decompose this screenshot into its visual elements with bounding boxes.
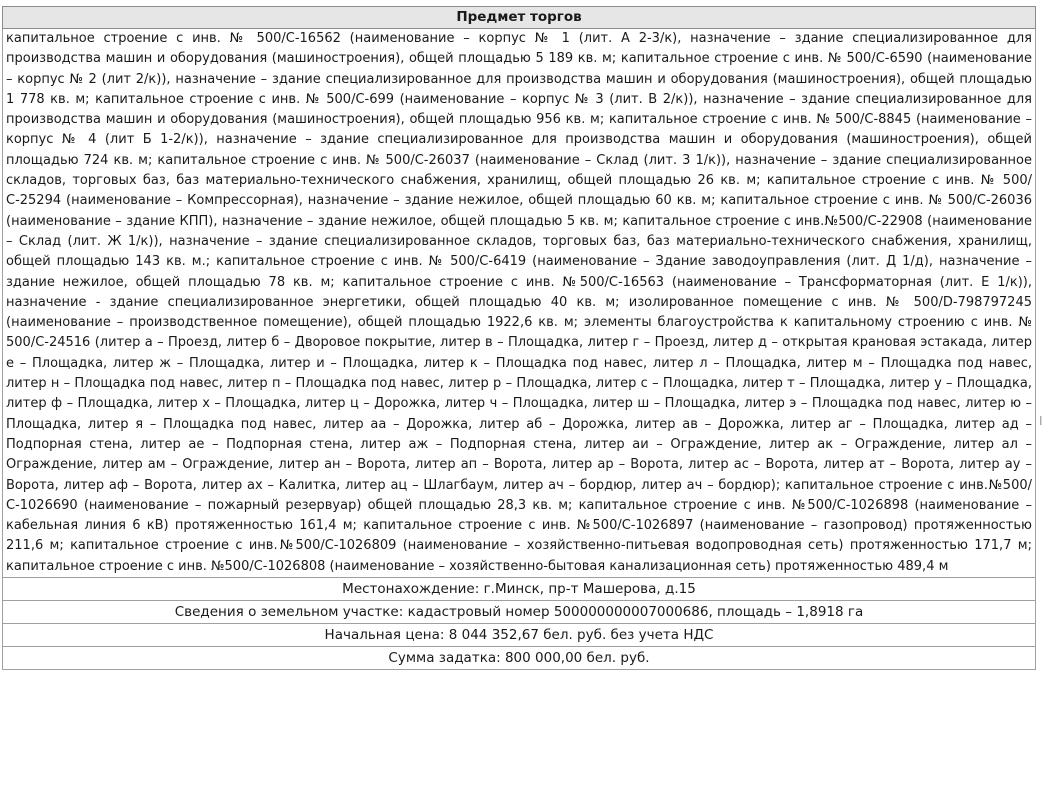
land-plot-text: Сведения о земельном участке: кадастровый номер 500000000007000686, площадь – 1,8918 га (3, 601, 1036, 624)
subject-description: капитальное строение с инв. № 500/С-16562 (наименование – корпус № 1 (лит. А 2-3/к), назначение – здание специализированное для производства машин и оборудования (машиностроения), общей площадью 5 189 кв. м; капитальное строение с инв. № 500/С-6590 (наименование – корпус № 2 (лит 2/к)), назначение – здание специализированное для производства машин и оборудования (машиностроения), общей площадью 1 778 кв. м; капитальное строение с инв. № 500/С-699 (наименование – корпус № 3 (лит. В 2/к)), назначение – здание специализированное для производства машин и оборудования (машиностроения), общей площадью 956 кв. м; капитальное строение с инв. № 500/С-8845 (наименование – корпус № 4 (лит Б 1-2/к)), назначение – здание специализированное для производства машин и оборудования (машиностроения), общей площадью 724 кв. м; капитальное строение с инв. № 500/С-26037 (наименование – Склад (лит. 3 1/к)), назначение – здание специализированное складов, торговых баз, баз материально-технического снабжения, хранилищ, общей площадью 26 кв. м; капитальное строение с инв. № 500/С-25294 (наименование – Компрессорная), назначение – здание нежилое, общей площадью 60 кв. м; капитальное строение с инв. № 500/С-26036 (наименование – здание КПП), назначение – здание нежилое, общей площадью 5 кв. м; капитальное строение с инв.№500/С-22908 (наименование – Склад (лит. Ж 1/к)), назначение – здание специализированное складов, торговых баз, баз материально-технического снабжения, хранилищ, общей площадью 143 кв. м.; капитальное строение с инв. № 500/С-6419 (наименование – Здание заводоуправления (лит. Д 1/д), назначение – здание нежилое, общей площадью 78 кв. м; капитальное строение с инв. №500/С-16563 (наименование – Трансформаторная (лит. Е 1/к)), назначение - здание специализированное энергетики, общей площадью 40 кв. м; изолированное помещение с инв. № 500/D-798797245 (наименование – производственное помещение), общей площадью 1922,6 кв. м; элементы благоустройства к капитальному строению с инв. № 500/С-24516 (литер а – Проезд, литер б – Дворовое покрытие, литер в – Площадка, литер г – Проезд, литер д – открытая крановая эстакада, литер е – Площадка, литер ж – Площадка, литер и – Площадка, литер к – Площадка под навес, литер л – Площадка, литер м – Площадка под навес, литер н – Площадка под навес, литер п – Площадка под навес, литер р – Площадка, литер с – Площадка, литер т – Площадка, литер у – Площадка, литер ф – Площадка, литер х – Площадка, литер ц – Дорожка, литер ч – Площадка, литер ш – Площадка, литер э – Площадка под навес, литер ю – Площадка, литер я – Площадка под навес, литер аа – Дорожка, литер аб – Дорожка, литер ав – Дорожка, литер аг – Площадка, литер ад – Подпорная стена, литер ае – Подпорная стена, литер аж – Подпорная стена, литер аи – Ограждение, литер ак – Ограждение, литер ал – Ограждение, литер ам – Ограждение, литер ан – Ворота, литер ап – Ворота, литер ар – Ворота, литер ас – Ворота, литер ат – Ворота, литер ау – Ворота, литер аф – Ворота, литер ах – Калитка, литер ац – Шлагбаум, литер ач – бордюр, литер ач – бордюр); капитальное строение с инв.№500/С-1026690 (наименование – пожарный резервуар) общей площадью 28,3 кв. м; капитальное строение с инв. №500/С-1026898 (наименование – кабельная линия 6 кВ) протяженностью 161,4 м; капитальное строение с инв. №500/С-1026897 (наименование – газопровод) протяженностью 211,6 м; капитальное строение с инв.№500/С-1026809 (наименование – хозяйственно-питьевая водопроводная сеть) протяженностью 171,7 м; капитальное строение с инв. №500/С-1026808 (наименование – хозяйственно-бытовая канализационная сеть) протяженностью 489,4 м (3, 29, 1036, 578)
land-row (3, 601, 1036, 624)
lot-details-table (2, 6, 1036, 670)
location-text: Местонахождение: г.Минск, пр-т Машерова, д.15 (3, 578, 1036, 601)
cursor-icon: I (1039, 414, 1043, 428)
deposit-row (3, 647, 1036, 670)
table-header-title: Предмет торгов (3, 7, 1036, 29)
location-row (3, 578, 1036, 601)
starting-price-text: Начальная цена: 8 044 352,67 бел. руб. без учета НДС (3, 624, 1036, 647)
price-row (3, 624, 1036, 647)
header-row (3, 7, 1036, 29)
deposit-amount-text: Сумма задатка: 800 000,00 бел. руб. (3, 647, 1036, 670)
subject-row (3, 29, 1036, 578)
